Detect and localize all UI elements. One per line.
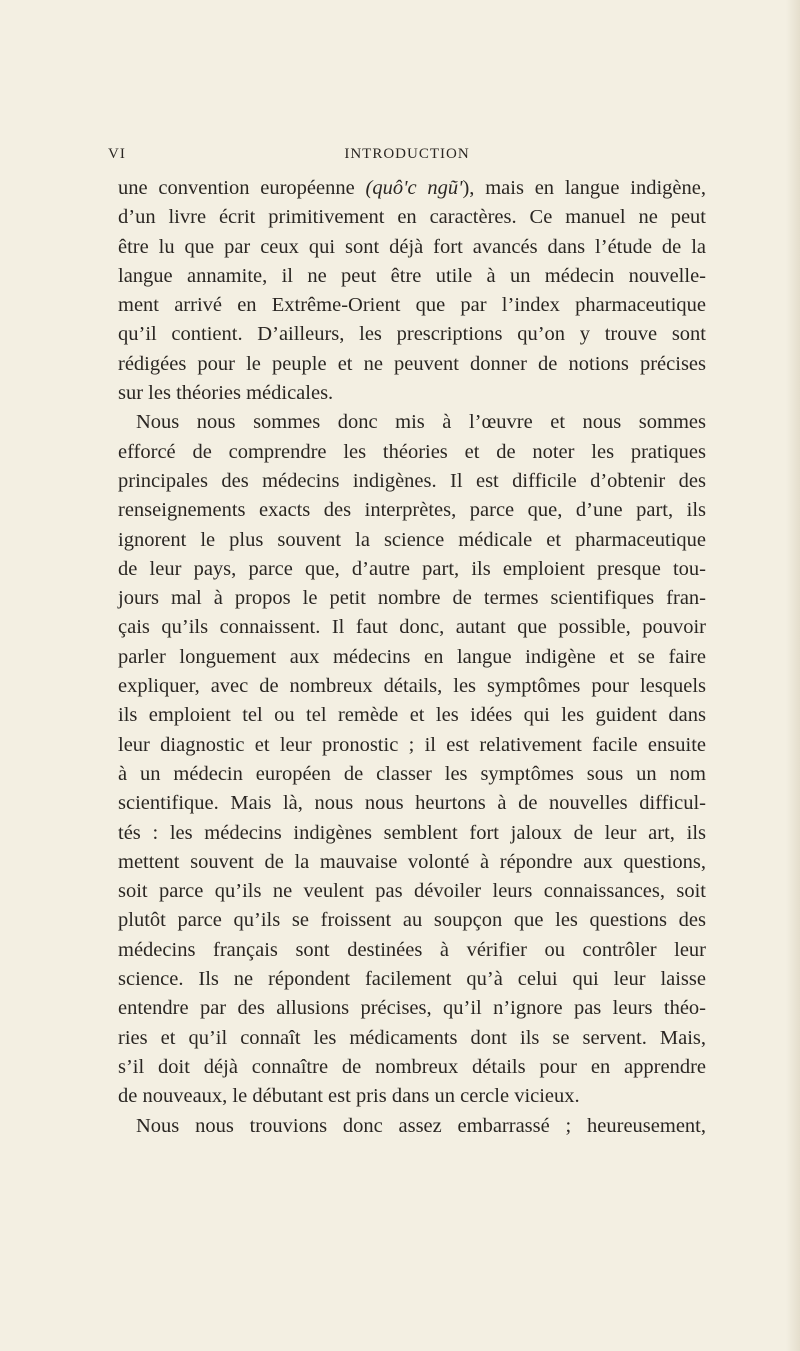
text-line: science. Ils ne répondent facilement qu’à celui qui leur laisse [118,968,706,991]
text-line: rédigées pour le peuple et ne peuvent donner de notions précises [118,352,706,375]
text-line: qu’il contient. D’ailleurs, les prescriptions qu’on y trouve sont [118,323,706,346]
text-line: mettent souvent de la mauvaise volonté à répondre aux questions, [118,850,706,873]
text-line: parler longuement aux médecins en langue indigène et se faire [118,645,706,668]
text-line: scientifique. Mais là, nous nous heurtons à de nouvelles difficul- [118,792,706,815]
text-line: être lu que par ceux qui sont déjà fort avancés dans l’étude de la [118,235,706,258]
text-line: principales des médecins indigènes. Il est difficile d’obtenir des [118,469,706,492]
text-line: leur diagnostic et leur pronostic ; il est relativement facile ensuite [118,733,706,756]
text-line: de nouveaux, le débutant est pris dans un cercle vicieux. [118,1085,580,1108]
text-line: çais qu’ils connaissent. Il faut donc, autant que possible, pouvoir [118,616,706,639]
running-title: INTRODUCTION [344,146,470,162]
text-line: renseignements exacts des interprètes, parce que, d’une part, ils [118,499,706,522]
text-line: tés : les médecins indigènes semblent fort jaloux de leur art, ils [118,821,706,844]
text-line: Nous nous sommes donc mis à l’œuvre et nous sommes [136,411,706,434]
body-text [118,174,706,1141]
text-line: plutôt parce qu’ils se froissent au soupçon que les questions des [118,909,706,932]
text-line: de leur pays, parce que, d’autre part, ils emploient presque tou- [118,557,706,580]
text-line: ignorent le plus souvent la science médicale et pharmaceutique [118,528,706,551]
text-line: ries et qu’il connaît les médicaments dont ils se servent. Mais, [118,1026,706,1049]
text-line: soit parce qu’ils ne veulent pas dévoiler leurs connaissances, soit [118,880,706,903]
text-line: ils emploient tel ou tel remède et les idées qui les guident dans [118,704,706,727]
text-line: ment arrivé en Extrême-Orient que par l’index pharmaceutique [118,294,706,317]
page-edge-shadow [786,0,800,1351]
text-line: une convention européenne (quô'c ngũ'), mais en langue indigène, [118,177,706,199]
text-line: langue annamite, il ne peut être utile à un médecin nouvelle- [118,264,706,287]
text-line: jours mal à propos le petit nombre de termes scientifiques fran- [118,587,706,610]
text-line: d’un livre écrit primitivement en caractères. Ce manuel ne peut [118,206,706,229]
text-line: s’il doit déjà connaître de nombreux détails pour en apprendre [118,1055,706,1078]
text-line: à un médecin européen de classer les symptômes sous un nom [118,762,706,785]
text-line: médecins français sont destinées à vérifier ou contrôler leur [118,938,706,961]
text-line: Nous nous trouvions donc assez embarrassé ; heureusement, [136,1114,706,1137]
text-line: efforcé de comprendre les théories et de noter les pratiques [118,440,706,463]
text-line: expliquer, avec de nombreux détails, les symptômes pour lesquels [118,675,706,698]
text-line: sur les théories médicales. [118,382,334,405]
italic-term: (quô'c ngũ' [365,177,463,199]
text-line: entendre par des allusions précises, qu’il n’ignore pas leurs théo- [118,997,706,1020]
page-number: VI [108,146,126,162]
